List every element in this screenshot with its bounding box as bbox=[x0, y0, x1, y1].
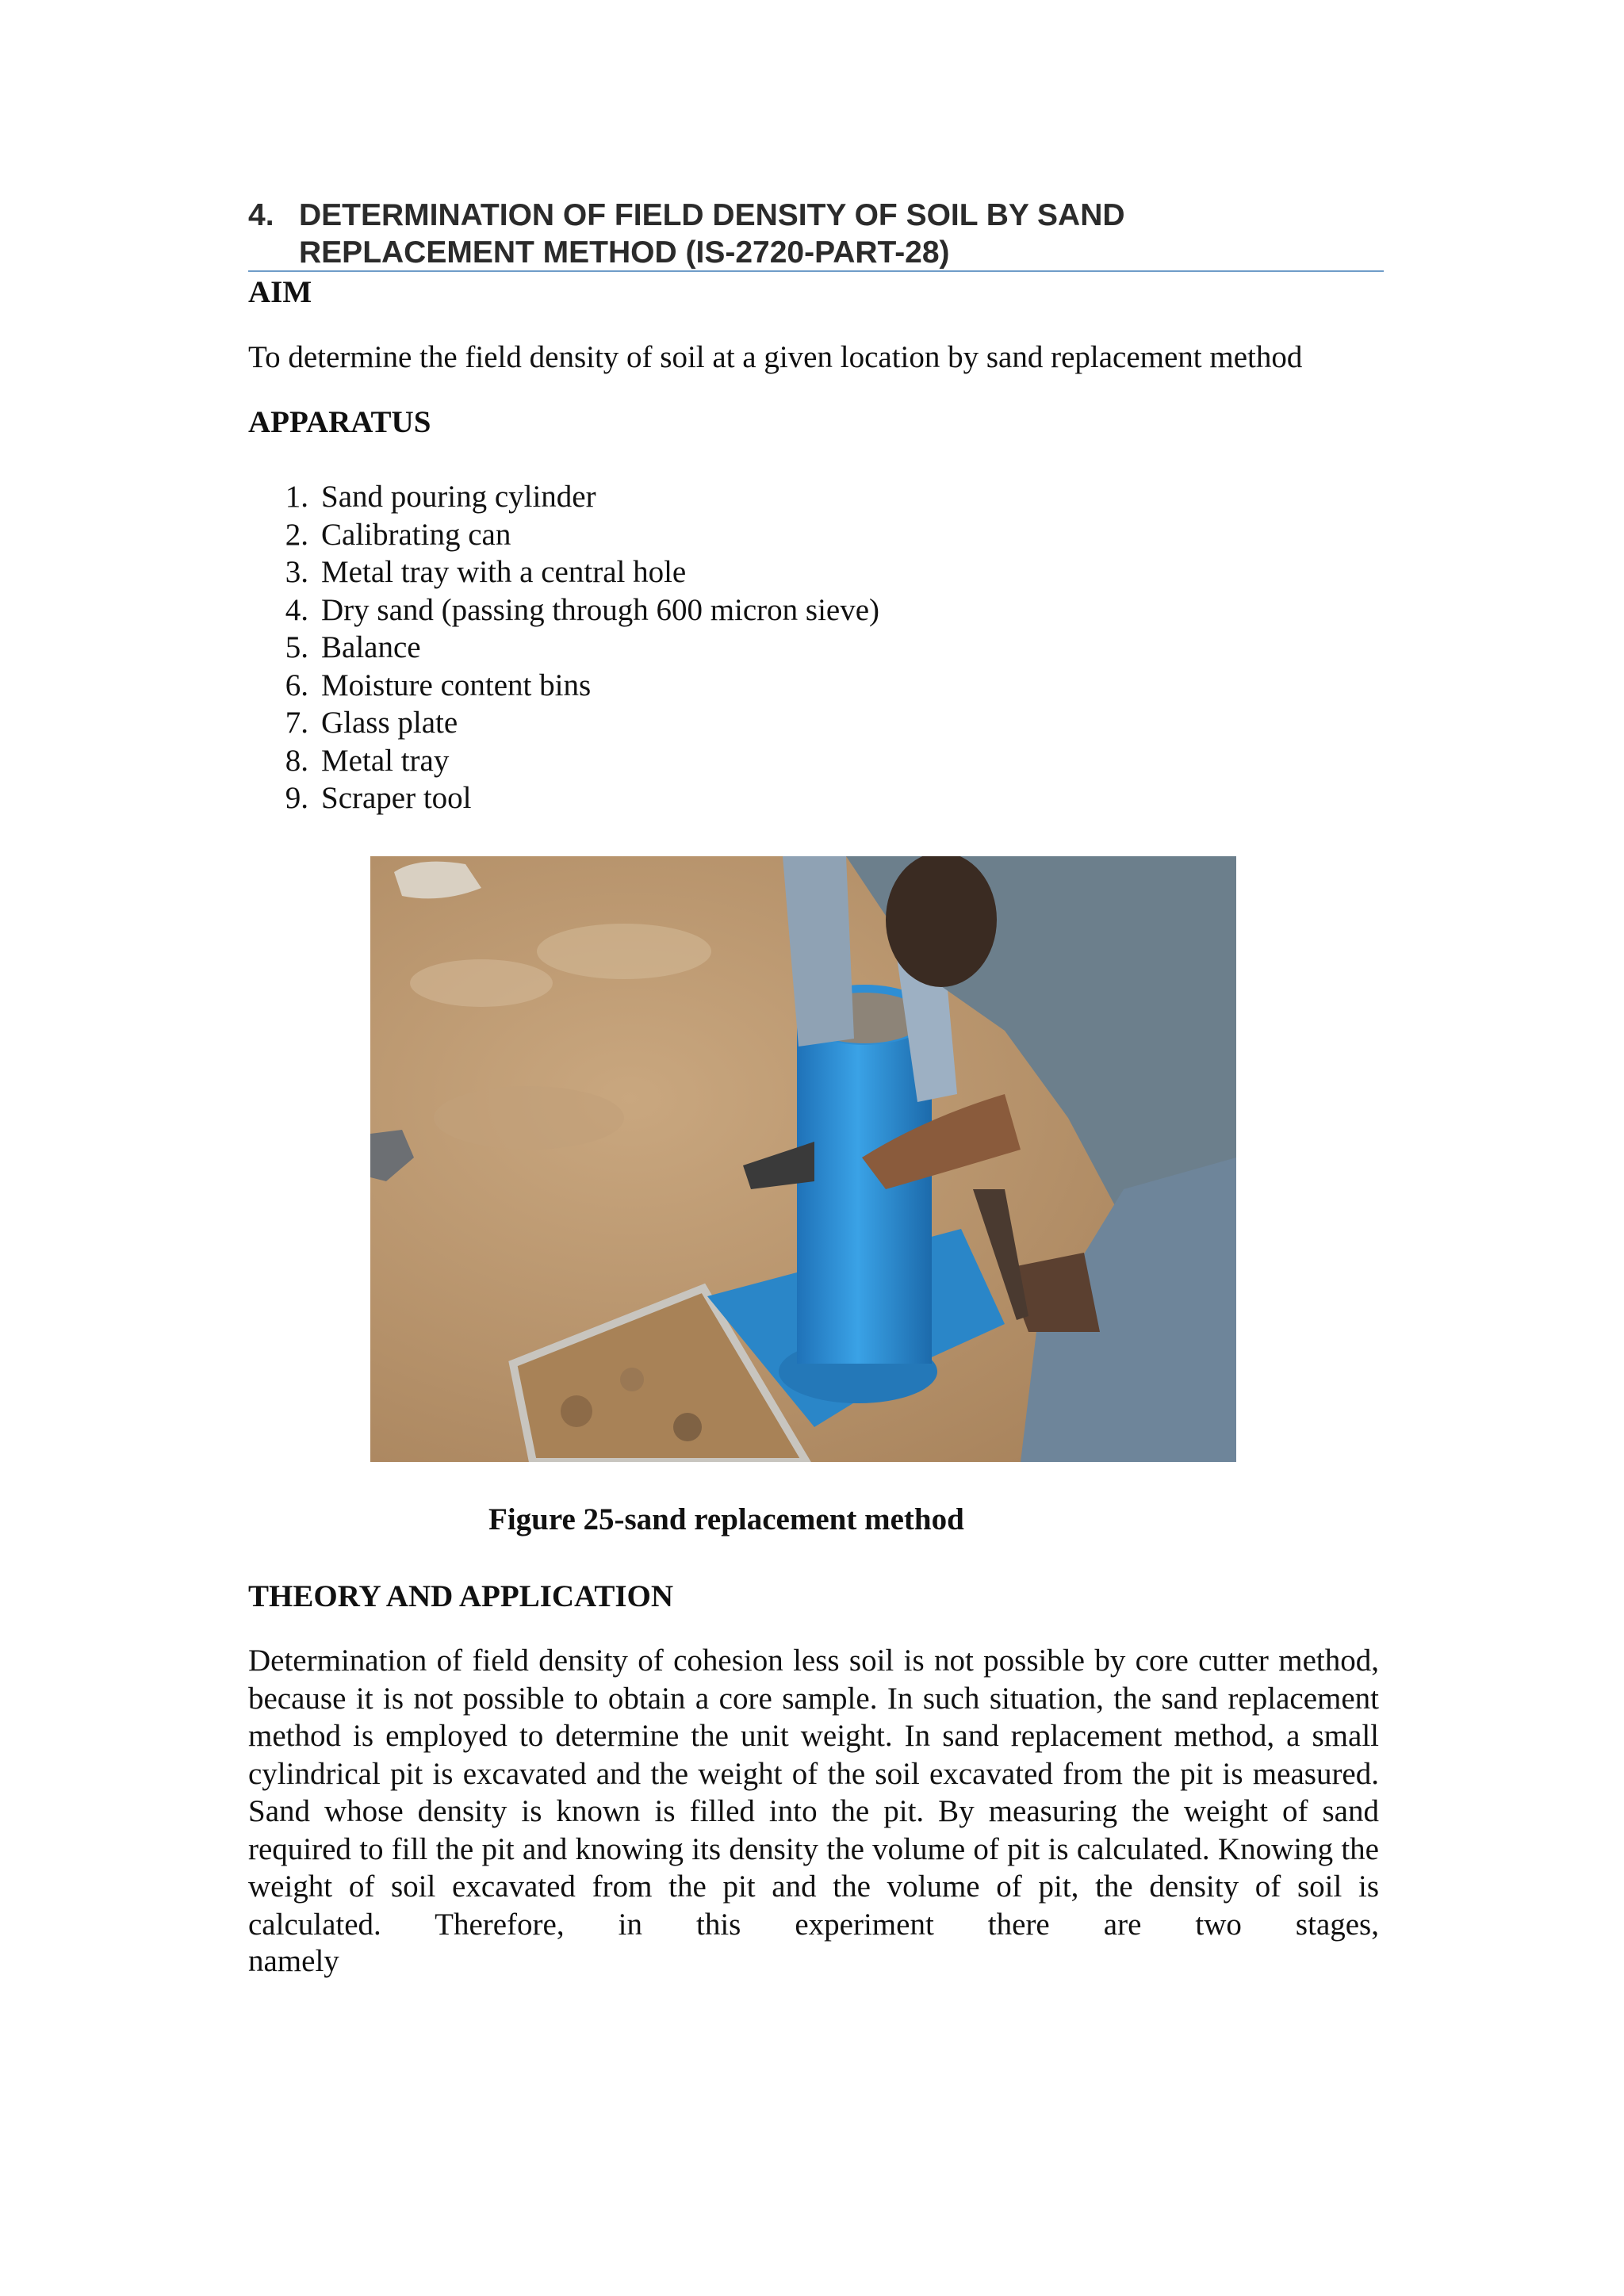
heading-line-2 bbox=[248, 234, 1384, 271]
heading-divider bbox=[248, 270, 1384, 272]
figure-caption: Figure 25-sand replacement method bbox=[488, 1502, 964, 1536]
heading-line-1 bbox=[248, 197, 1384, 234]
aim-text: To determine the field density of soil at a given location by sand replacement method bbox=[248, 340, 1303, 374]
theory-text: Determination of field density of cohesion less soil is not possible by core cutter method, because it is not possible to obtain a core sample. In such situation, the sand replacement method is employed to determine the unit weight. In sand replacement method, a small cylindrical pit is excavated and the weight of the soil excavated from the pit is measured. Sand whose density is known is filled into the pit. By measuring the weight of sand required to fill the pit and knowing its density the volume of pit is calculated. Knowing the weight of soil excavated from the pit and the volume of pit, the density of soil is calculated. Therefore, in this experiment there are two stages, bbox=[248, 1644, 1379, 1942]
theory-last-line: namely bbox=[248, 1944, 339, 1978]
list-item: 6. Moisture content bins bbox=[285, 668, 592, 702]
list-item: 8. Metal tray bbox=[285, 743, 450, 778]
aim-title: AIM bbox=[248, 275, 312, 309]
sand-pouring-cylinder bbox=[797, 1015, 932, 1364]
list-item: 2. Calibrating can bbox=[285, 517, 511, 552]
list-item: 7. Glass plate bbox=[285, 706, 458, 740]
apparatus-list bbox=[248, 478, 879, 817]
list-item: 9. Scraper tool bbox=[285, 781, 472, 815]
heading-text-2: REPLACEMENT METHOD (IS-2720-PART-28) bbox=[299, 235, 950, 270]
theory-title: THEORY AND APPLICATION bbox=[248, 1579, 674, 1613]
list-item: 4. Dry sand (passing through 600 micron sieve) bbox=[285, 592, 880, 627]
sand-replacement-photo bbox=[370, 856, 1236, 1462]
list-item: 1. Sand pouring cylinder bbox=[285, 480, 596, 514]
list-item: 5. Balance bbox=[285, 630, 421, 664]
heading-number: 4. bbox=[248, 198, 274, 232]
photo-illustration bbox=[370, 856, 1236, 1462]
apparatus-title: APPARATUS bbox=[248, 405, 431, 439]
heading-text-1: DETERMINATION OF FIELD DENSITY OF SOIL BY SAND bbox=[299, 198, 1125, 232]
list-item: 3. Metal tray with a central hole bbox=[285, 555, 687, 589]
section-heading bbox=[248, 197, 1384, 271]
person-head bbox=[886, 856, 997, 987]
